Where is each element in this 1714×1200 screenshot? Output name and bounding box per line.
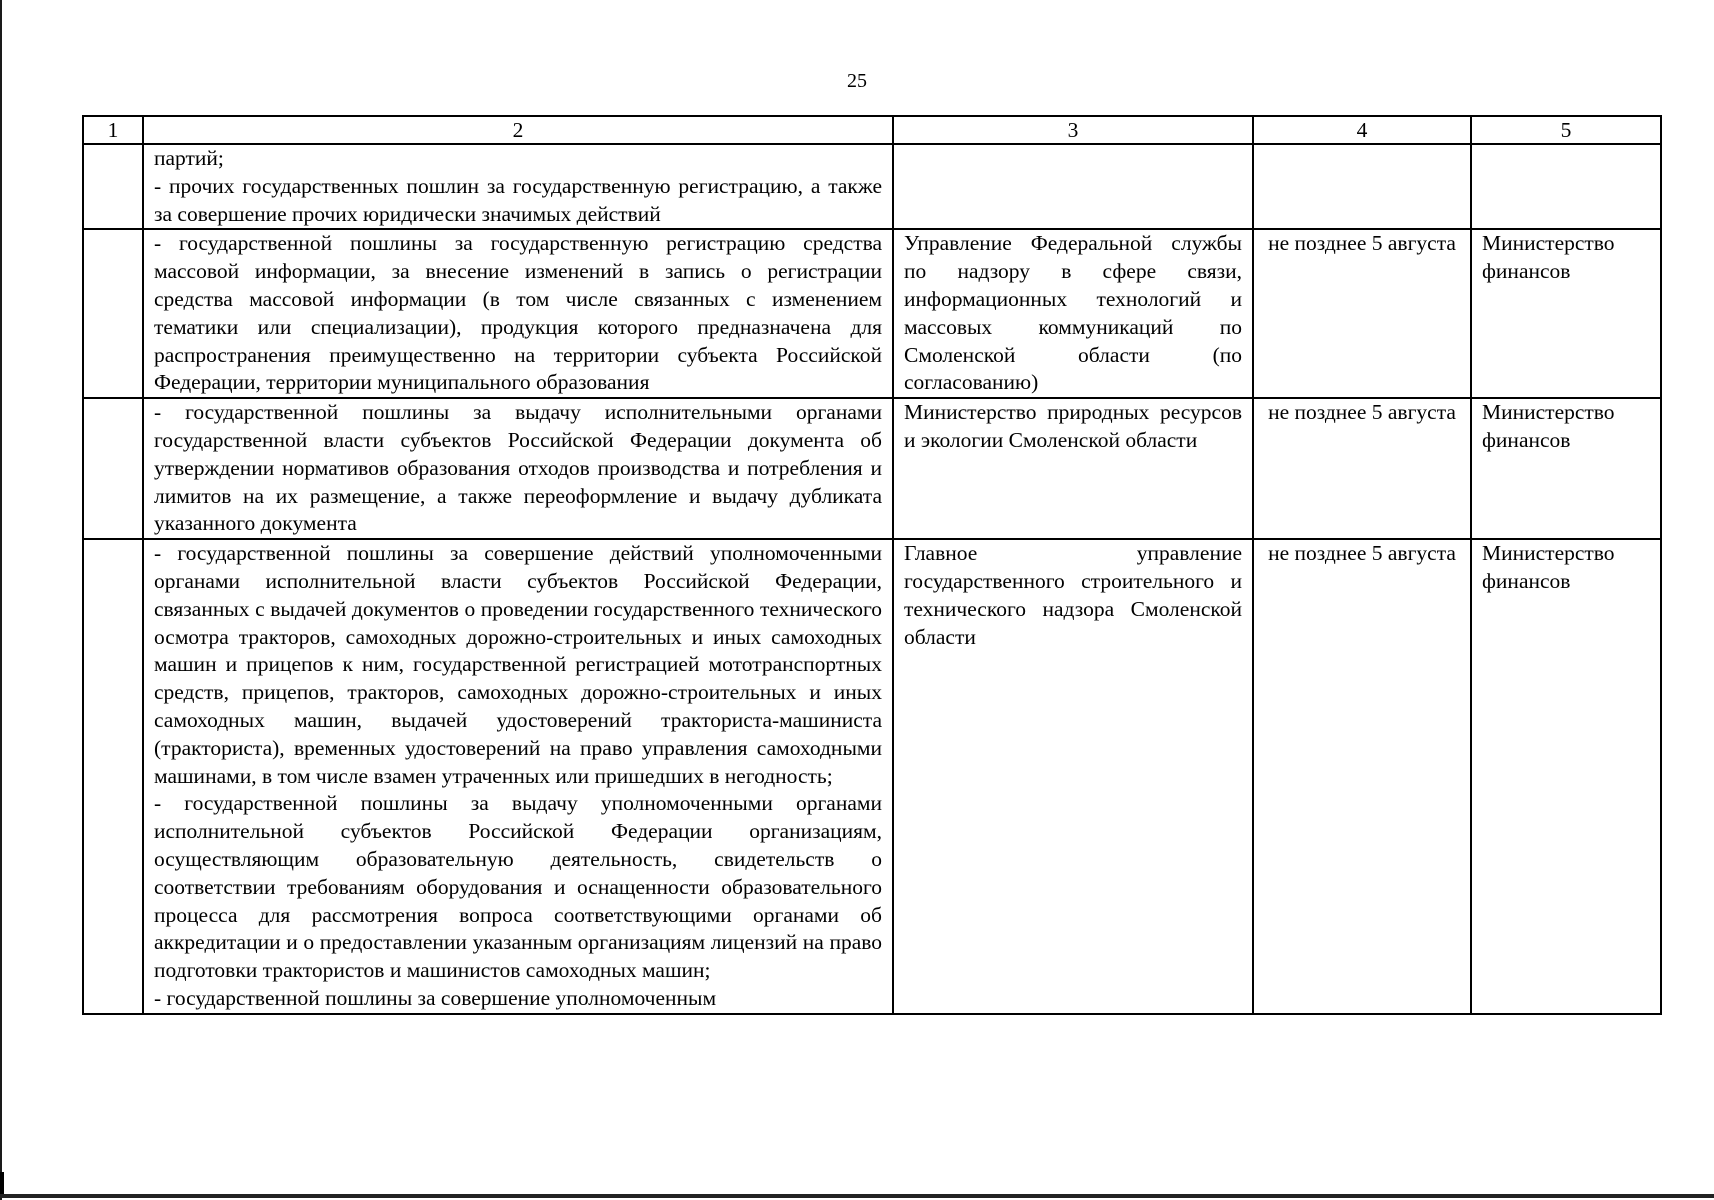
deadline-cell: не позднее 5 августа xyxy=(1253,398,1471,539)
description-paragraph: - государственной пошлины за выдачу уполномоченными органами исполнительной субъектов Российской Федерации организациям, осуществляющим образовательную деятельность, свидетельств о соответствии требованиям оборудования и оснащенности образовательного процесса для рассмотрения вопроса соответствующими органами об аккредитации и о предоставлении указанным организациям лицензий на право подготовки трактористов и машинистов самоходных машин; xyxy=(154,791,882,983)
fees-table xyxy=(82,115,1662,1015)
recipient-cell: Министерство финансов xyxy=(1471,539,1661,1014)
recipient-cell xyxy=(1471,144,1661,229)
fee-description xyxy=(143,539,893,1014)
row-number-cell xyxy=(83,539,143,1014)
table-row xyxy=(83,539,1661,1014)
scan-edge-bottom xyxy=(0,1194,1714,1198)
deadline-cell: не позднее 5 августа xyxy=(1253,229,1471,398)
header-col-2: 2 xyxy=(143,116,893,144)
header-col-1: 1 xyxy=(83,116,143,144)
fee-description xyxy=(143,229,893,398)
table-header-row xyxy=(83,116,1661,144)
administrator-cell: Министерство природных ресурсов и экологии Смоленской области xyxy=(893,398,1253,539)
fee-description xyxy=(143,144,893,229)
table-row xyxy=(83,398,1661,539)
description-paragraph: - государственной пошлины за совершение уполномоченным xyxy=(154,985,717,1010)
description-paragraph: - прочих государственных пошлин за государственную регистрацию, а также за совершение прочих юридически значимых действий xyxy=(154,173,882,226)
scan-mark xyxy=(0,1172,4,1196)
table-row xyxy=(83,229,1661,398)
description-paragraph: - государственной пошлины за совершение действий уполномоченными органами исполнительной власти субъектов Российской Федерации, связанных с выдачей документов о проведении государственного технического осмотра тракторов, самоходных дорожно-строительных и иных самоходных машин и прицепов к ним, государственной регистрацией мототранспортных средств, прицепов, тракторов, самоходных дорожно-строительных и иных самоходных машин, выдачей удостоверений тракториста-машиниста (тракториста), временных удостоверений на право управления самоходными машинами, в том числе взамен утраченных или пришедших в негодность; xyxy=(154,541,882,788)
fee-description xyxy=(143,398,893,539)
recipient-cell: Министерство финансов xyxy=(1471,229,1661,398)
page-number: 25 xyxy=(847,70,867,92)
administrator-cell xyxy=(893,144,1253,229)
administrator-cell: Управление Федеральной службы по надзору в сфере связи, информационных технологий и массовых коммуникаций по Смоленской области (по согласованию) xyxy=(893,229,1253,398)
header-col-4: 4 xyxy=(1253,116,1471,144)
administrator-cell: Главное управление государственного строительного и технического надзора Смоленской области xyxy=(893,539,1253,1014)
header-col-5: 5 xyxy=(1471,116,1661,144)
description-paragraph: - государственной пошлины за государственную регистрацию средства массовой информации, за внесение изменений в запись о регистрации средства массовой информации (в том числе связанных с изменением тематики или специализации), продукция которого предназначена для распространения преимущественно на территории субъекта Российской Федерации, территории муниципального образования xyxy=(154,231,882,395)
header-col-3: 3 xyxy=(893,116,1253,144)
description-paragraph: - государственной пошлины за выдачу исполнительными органами государственной власти субъектов Российской Федерации документа об утверждении нормативов образования отходов производства и потребления и лимитов на их размещение, а также переоформление и выдачу дубликата указанного документа xyxy=(154,400,882,536)
scan-edge-left xyxy=(0,0,2,1200)
row-number-cell xyxy=(83,144,143,229)
deadline-cell: не позднее 5 августа xyxy=(1253,539,1471,1014)
recipient-cell: Министерство финансов xyxy=(1471,398,1661,539)
deadline-cell xyxy=(1253,144,1471,229)
row-number-cell xyxy=(83,398,143,539)
row-number-cell xyxy=(83,229,143,398)
description-paragraph: партий; xyxy=(154,146,224,170)
table-row xyxy=(83,144,1661,229)
